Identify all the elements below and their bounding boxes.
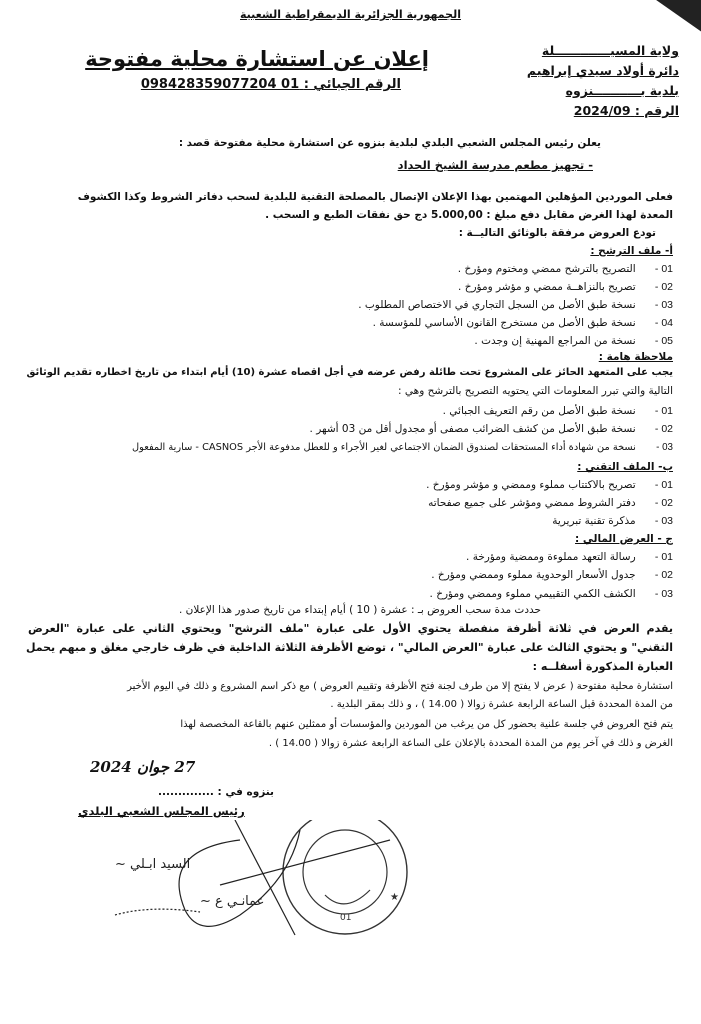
item-text: تصريح بالنزاهــة ممضي و مؤشر ومؤرخ . [458,281,636,293]
section-b-item [428,496,673,510]
item-text: دفتر الشروط ممضي ومؤشر على جميع صفحاته [428,497,636,509]
para1-line2: المعدة لهذا الغرض مقابل دفع مبلغ : 5.000,00 دج حق نفقات الطبع و السحب . [265,209,673,221]
place-label: بنزوه في : [217,786,274,798]
item-text: تصريح بالاكتتاب مملوء وممضي و مؤشر ومؤرخ . [426,479,636,491]
item-text: التصريح بالترشح ممضي ومختوم ومؤرخ . [457,263,636,275]
section-b-title: ب- الملف التقني : [577,461,673,473]
item-text: نسخة طبق الأصل من كشف الضرائب مصفى أو مجدول أقل من 03 أشهر . [309,423,636,435]
item-text: نسخة طبق الأصل من السجل التجاري في الاختصاص المطلوب . [358,299,636,311]
item-number: 05 - [654,335,673,347]
signature-handwriting: ~ السيد ابـلي [115,857,191,872]
item-number: 01 - [654,479,673,491]
section-a-item [358,298,673,312]
para3-line2: من المدة المحددة قبل الساعة الرابعة عشرة زوالا ( 14.00 ) ، و ذلك بمقر البلدية . [330,699,673,710]
para4-line1: يتم فتح العروض في جلسة علنية بحضور كل من يرغب من الموردين والمؤسسات أو ممثلين عنهم بالقاعة المخصصة لهذا [180,719,673,730]
section-c-title: ج - العرض المالي : [575,533,673,545]
ref-label: الرقم : [634,103,679,118]
signatory-role: رئيس المجلس الشعبي البلدي [78,804,245,818]
section-a-item [474,334,673,348]
note-item [443,404,673,418]
item-number: 03 - [654,299,673,311]
note-item [310,422,673,436]
item-number: 04 - [654,317,673,329]
item-number: 02 - [654,497,673,509]
section-a-item [458,262,673,276]
item-text: رسالة التعهد مملوءة وممضية ومؤرخة . [466,551,636,563]
para4-line2: الغرض و ذلك في آخر يوم من المدة المحددة بالإعلان على الساعة الرابعة عشرة زوالا ( 14.00 ) . [268,738,673,749]
note-line1: يجب على المتعهد الحائز على المشروع تحت طائلة رفض عرضه في أجل اقصاه عشرة (10) أيام ابتداء من تاريخ اخطاره تقديم الوثائق [26,367,673,378]
section-a-item [373,316,673,330]
item-text: الكشف الكمي التقييمي مملوء وممضي ومؤرخ . [429,588,636,600]
item-number: 01 - [654,405,673,417]
para2-line1: يقدم العرض في ثلاثة أظرفة منفصلة يحتوي الأول على عبارة "ملف الترشح" ويحتوي الثاني على عبارة "العرض [28,622,673,635]
svg-text:★: ★ [390,892,399,903]
reference-number [574,104,679,118]
item-number: 03 - [656,442,673,453]
item-number: 03 - [654,588,673,600]
item-number: 02 - [654,281,673,293]
item-text: نسخة من المراجع المهنية إن وجدت . [474,335,636,347]
para2-line3: العبارة المذكورة أسفلــه : [532,660,673,673]
official-stamp [283,820,407,934]
item-number: 03 - [654,515,673,527]
note-item [132,441,673,455]
tax-id-value: 098428359077204 01 [140,77,300,92]
handwritten-date: 27 جوان 2024 [90,758,196,776]
baladia-label: بلدية بـــــــــــنزوه [565,83,679,98]
place-date-label: بنزوه في : .............. [158,786,274,798]
section-c-item [431,568,673,582]
page-title: إعلان عن استشارة محلية مفتوحة [85,47,429,71]
item-text: جدول الأسعار الوحدوية مملوء وممضي ومؤرخ . [431,569,636,581]
note-line2: التالية والتي تبرر المعلومات التي يحتويه التصريح بالترشح وهي : [398,385,673,397]
item-number: 01 - [654,263,673,275]
item-text: نسخة طبق الأصل من مستخرج القانون الأساسي للمؤسسة . [372,317,636,329]
para1-line1: فعلى الموردين المؤهلين المهتمين بهذا الإعلان الإتصال بالمصلحة التقنية للبلدية لسحب دفاتر الشروط وكذا الكشوف [77,191,673,203]
intro-text: يعلن رئيس المجلس الشعبي البلدي لبلدية بنزوه عن استشارة محلية مفتوحة قصد : [178,137,601,149]
item-number: 02 - [654,569,673,581]
wilaya-label: ولاية المسيـــــــــــــلة [541,43,679,58]
section-b-item [552,514,673,528]
ref-value: 2024/09 [573,103,631,118]
tax-id-label: الرقم الجبائي : [303,77,401,92]
item-text: مذكرة تقنية تبريرية [552,515,636,527]
para2-line2: التقني" و يحتوي الثالث على عبارة "العرض المالي" ، توضع الأظرفة الثلاثة الداخلية في ظرف خارجي مغلق و مبهم يحمل [25,641,673,654]
item-text: نسخة من شهادة أداء المستحقات لصندوق الضمان الاجتماعي لغير الأجراء و للعطل مدفوعة الأجر CASNOS - سارية المفعول [132,442,636,453]
item-number: 01 - [654,551,673,563]
stamp-number: 01 [340,913,352,923]
project-title: - تجهيز مطعم مدرسة الشيخ الحداد [397,158,593,172]
section-a-item [458,280,673,294]
para1-line3: تودع العروض مرفقة بالوثائق التاليــة : [458,227,656,239]
section-a-title: أ- ملف الترشح : [590,245,673,257]
stamp-and-signature [90,820,420,960]
note-title: ملاحظة هامة : [598,351,673,363]
section-b-item [426,478,673,492]
section-c-item [430,587,673,601]
item-text: نسخة طبق الأصل من رقم التعريف الجبائي . [442,405,636,417]
para3-line1: استشارة محلية مفتوحة ( عرض لا يفتح إلا من طرف لجنة فتح الأظرفة وتقييم العروض ) مع ذكر اسم المشروع و ذلك في اليوم الأخير [127,681,673,692]
section-c-item [466,550,673,564]
tax-id [141,78,401,92]
withdrawal-duration: حددت مدة سحب العروض بـ : عشرة ( 10 ) أيام إبتداء من تاريخ صدور هذا الإعلان . [178,604,541,616]
daira-label: دائرة أولاد سيدي إبراهيم [526,63,679,78]
svg-text:~ عمانـي ع: ~ عمانـي ع [200,894,265,909]
republic-header: الجمهورية الجزائرية الديمقراطية الشعبية [240,8,461,21]
item-number: 02 - [654,423,673,435]
